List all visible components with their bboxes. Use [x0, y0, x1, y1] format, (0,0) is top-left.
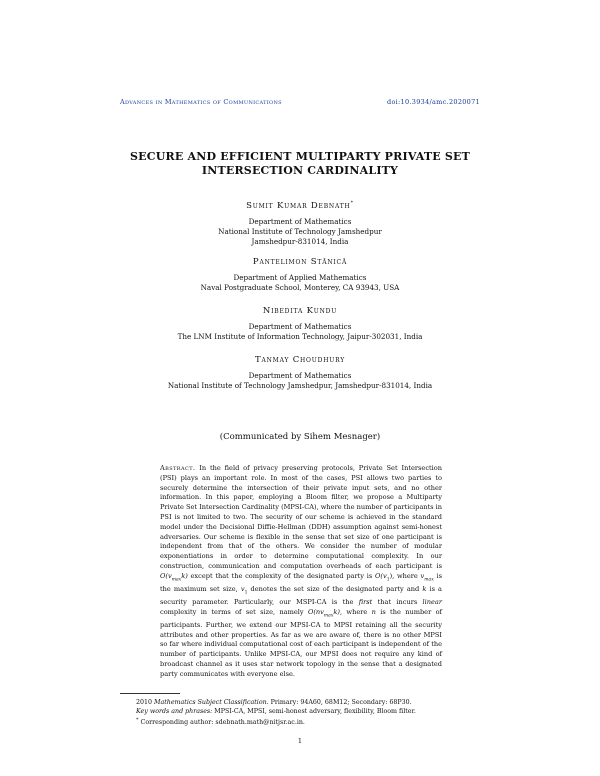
paper-title: [120, 150, 480, 178]
author-block-2: [120, 257, 480, 293]
affiliation-line: The LNM Institute of Information Technology, Jaipur-302031, India: [177, 332, 423, 341]
footnote-rule: [120, 693, 180, 694]
msc-footnote: 2010 Mathematics Subject Classification. Primary: 94A60, 68M12; Secondary: 68P30.: [136, 699, 412, 706]
page-number: 1: [297, 737, 303, 745]
affiliation-line: National Institute of Technology Jamshedpur: [218, 226, 382, 236]
affiliation-line: National Institute of Technology Jamshedpur, Jamshedpur-831014, India: [167, 381, 433, 390]
communicated-by: (Communicated by Sihem Mesnager): [219, 432, 381, 442]
author-name: Sumit Kumar Debnath*: [246, 200, 354, 211]
journal-name: Advances in Mathematics of Communications: [120, 98, 282, 106]
author-name: Nibedita Kundu: [262, 306, 338, 316]
title-line-1: SECURE AND EFFICIENT MULTIPARTY PRIVATE SET: [130, 150, 470, 163]
affiliation-line: Department of Mathematics: [248, 371, 352, 380]
keywords-footnote: Key words and phrases: MPSI-CA, MPSI, semi-honest adversary, flexibility, Bloom filter.: [136, 708, 416, 715]
affiliation-line: Department of Mathematics: [248, 322, 352, 331]
affiliation-line: Naval Postgraduate School, Monterey, CA 93943, USA: [200, 283, 400, 292]
abstract-label: Abstract.: [160, 464, 196, 472]
author-block-1: [120, 200, 480, 247]
corresponding-footnote: * Corresponding author: sdebnath.math@nitjsr.ac.in.: [136, 717, 305, 727]
title-line-2: INTERSECTION CARDINALITY: [201, 164, 399, 177]
corresponding-mark: *: [350, 200, 354, 206]
affiliation-line: Jamshedpur-831014, India: [251, 236, 349, 246]
author-block-4: [120, 355, 480, 391]
affiliation-line: Department of Applied Mathematics: [233, 273, 367, 282]
abstract: Abstract. In the field of privacy preserving protocols, Private Set Intersection (PSI) plays an important role. In most of the cases, PSI allows two parties to securely determine the intersection of their private input sets, and no other information. In this paper, employing a Bloom filter, we propose a Multiparty Private Set Intersection Cardinality (MPSI-CA), where the number of participants in PSI is not limited to two. The security of our scheme is achieved in the standard model under the Decisional Diffie-Hellman (DDH) assumption against semi-honest adversaries. Our scheme is flexible in the sense that set size of one participant is independent from that of the others. We consider the number of modular exponentiations in order to determine computational complexity. In our construction, communication and computation overheads of each participant is $O(v_{max}k)$ except that the complexity of the designated party is $O(v_1)$, where $v_{max}$ is the maximum set size, $v_1$ denotes the set size of the designated party and k is a security parameter. Particularly, our MSPI-CA is the first that incurs linear complexity in terms of set size, namely $O(nv_{max}k)$, where n is the number of participants. Further, we extend our MPSI-CA to MPSI retaining all the security attributes and other properties. As far as we are aware of, there is no other MPSI so far where individual computational cost of each participant is independent of the number of participants. Unlike MPSI-CA, our MPSI does not require any kind of broadcast channel as it uses star network topology in the sense that a designated party communicates with everyone else.: [160, 464, 443, 678]
author-name: Tanmay Choudhury: [254, 355, 346, 365]
footnotes: [120, 698, 480, 727]
doi-link[interactable]: doi:10.3934/amc.2020071: [386, 98, 480, 106]
author-block-3: [120, 306, 480, 342]
affiliation-line: Department of Mathematics: [248, 216, 352, 226]
author-name: Pantelimon Stănică: [252, 257, 348, 267]
